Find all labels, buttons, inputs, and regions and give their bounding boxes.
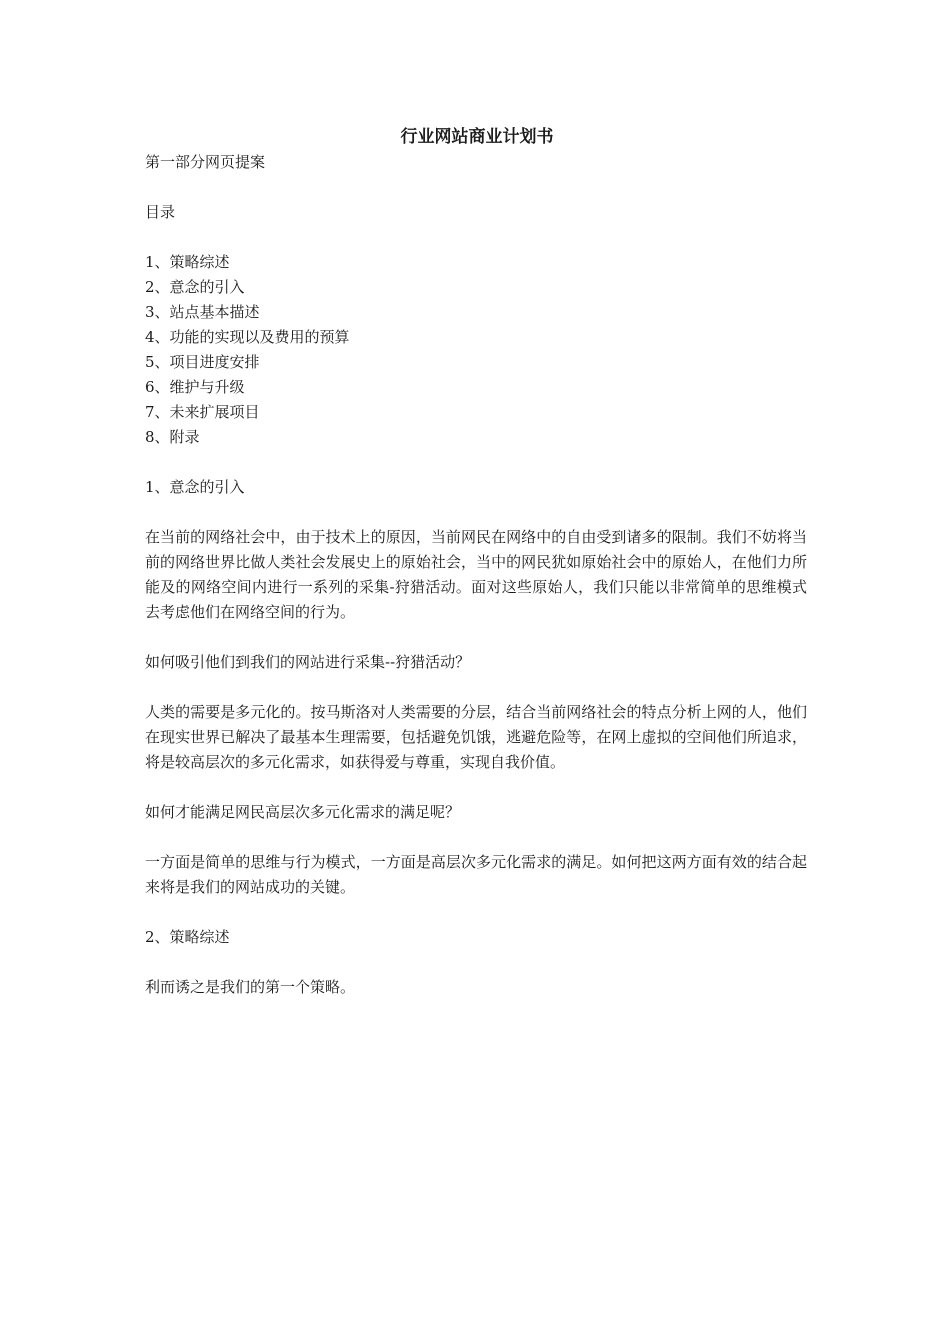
document-page [145, 124, 807, 1000]
section1-paragraph-1: 在当前的网络社会中，由于技术上的原因，当前网民在网络中的自由受到诸多的限制。我们不妨将当前的网络世界比做人类社会发展史上的原始社会，当中的网民犹如原始社会中的原始人，在他们力所能及的网络空间内进行一系列的采集-狩猎活动。面对这些原始人，我们只能以非常简单的思维模式去考虑他们在网络空间的行为。 [145, 528, 807, 621]
spacer [145, 825, 807, 850]
section1-heading: 1、意念的引入 [145, 478, 245, 496]
toc-item: 3、站点基本描述 [145, 303, 260, 321]
part-heading: 第一部分网页提案 [145, 153, 266, 171]
spacer [145, 450, 807, 475]
toc-item: 5、项目进度安排 [145, 353, 260, 371]
section1-question-2: 如何才能满足网民高层次多元化需求的满足呢？ [145, 803, 461, 821]
toc-item: 1、策略综述 [145, 253, 230, 271]
spacer [145, 500, 807, 525]
section2-paragraph-1: 利而诱之是我们的第一个策略。 [145, 978, 356, 996]
table-of-contents [145, 250, 807, 450]
toc-item: 7、未来扩展项目 [145, 403, 260, 421]
toc-heading: 目录 [145, 203, 176, 221]
toc-item: 6、维护与升级 [145, 378, 245, 396]
spacer [145, 900, 807, 925]
spacer [145, 950, 807, 975]
spacer [145, 625, 807, 650]
spacer [145, 175, 807, 200]
spacer [145, 675, 807, 700]
spacer [145, 775, 807, 800]
section1-paragraph-2: 人类的需要是多元化的。按马斯洛对人类需要的分层，结合当前网络社会的特点分析上网的人，他们在现实世界已解决了最基本生理需要，包括避免饥饿，逃避危险等，在网上虚拟的空间他们所追求，将是较高层次的多元化需求，如获得爱与尊重，实现自我价值。 [145, 703, 807, 771]
section1-paragraph-3: 一方面是简单的思维与行为模式，一方面是高层次多元化需求的满足。如何把这两方面有效的结合起来将是我们的网站成功的关键。 [145, 853, 807, 896]
toc-item: 2、意念的引入 [145, 278, 245, 296]
section1-question-1: 如何吸引他们到我们的网站进行采集--狩猎活动？ [145, 653, 471, 671]
toc-item: 8、附录 [145, 428, 200, 446]
section2-heading: 2、策略综述 [145, 928, 230, 946]
document-title: 行业网站商业计划书 [400, 127, 554, 147]
spacer [145, 225, 807, 250]
toc-item: 4、功能的实现以及费用的预算 [145, 328, 350, 346]
